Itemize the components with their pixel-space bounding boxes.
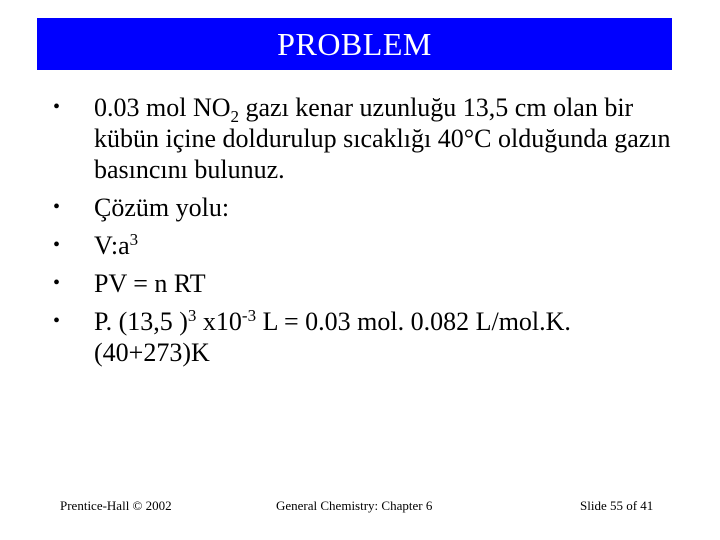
superscript: 3 bbox=[129, 230, 139, 249]
bullet-text: gazı kenar uzunluğu 13,5 cm olan bir kübün içine doldurulup sıcaklığı 40°C olduğunda gazın basıncını bulunuz. bbox=[94, 93, 671, 184]
bullet-icon: • bbox=[53, 234, 61, 256]
bullet-text: 0.03 mol NO bbox=[94, 93, 231, 122]
bullet-item-equation bbox=[53, 306, 693, 368]
bullet-list bbox=[53, 92, 693, 375]
slide-title: PROBLEM bbox=[277, 25, 432, 62]
bullet-text: L = 0.03 mol. 0.082 L/mol.K. (40+273)K bbox=[94, 307, 571, 367]
superscript: 3 bbox=[187, 306, 197, 325]
footer-chapter: General Chemistry: Chapter 6 bbox=[276, 498, 433, 513]
bullet-item-volume bbox=[53, 230, 693, 261]
bullet-text: P. (13,5 ) bbox=[94, 307, 188, 336]
footer-copyright: Prentice-Hall © 2002 bbox=[60, 498, 172, 513]
bullet-item-solution-label bbox=[53, 192, 693, 223]
bullet-text: V:a bbox=[94, 231, 130, 260]
bullet-text: PV = n RT bbox=[94, 269, 206, 298]
bullet-icon: • bbox=[53, 96, 61, 118]
bullet-item-problem bbox=[53, 92, 693, 185]
slide-title-bar bbox=[37, 18, 672, 70]
bullet-text: x10 bbox=[196, 307, 242, 336]
bullet-text: Çözüm yolu: bbox=[94, 193, 230, 222]
bullet-icon: • bbox=[53, 272, 61, 294]
bullet-icon: • bbox=[53, 310, 61, 332]
bullet-item-ideal-gas-law bbox=[53, 268, 693, 299]
subscript: 2 bbox=[230, 107, 239, 126]
superscript: -3 bbox=[241, 306, 257, 325]
footer-slide-number: Slide 55 of 41 bbox=[580, 498, 654, 513]
bullet-icon: • bbox=[53, 196, 61, 218]
